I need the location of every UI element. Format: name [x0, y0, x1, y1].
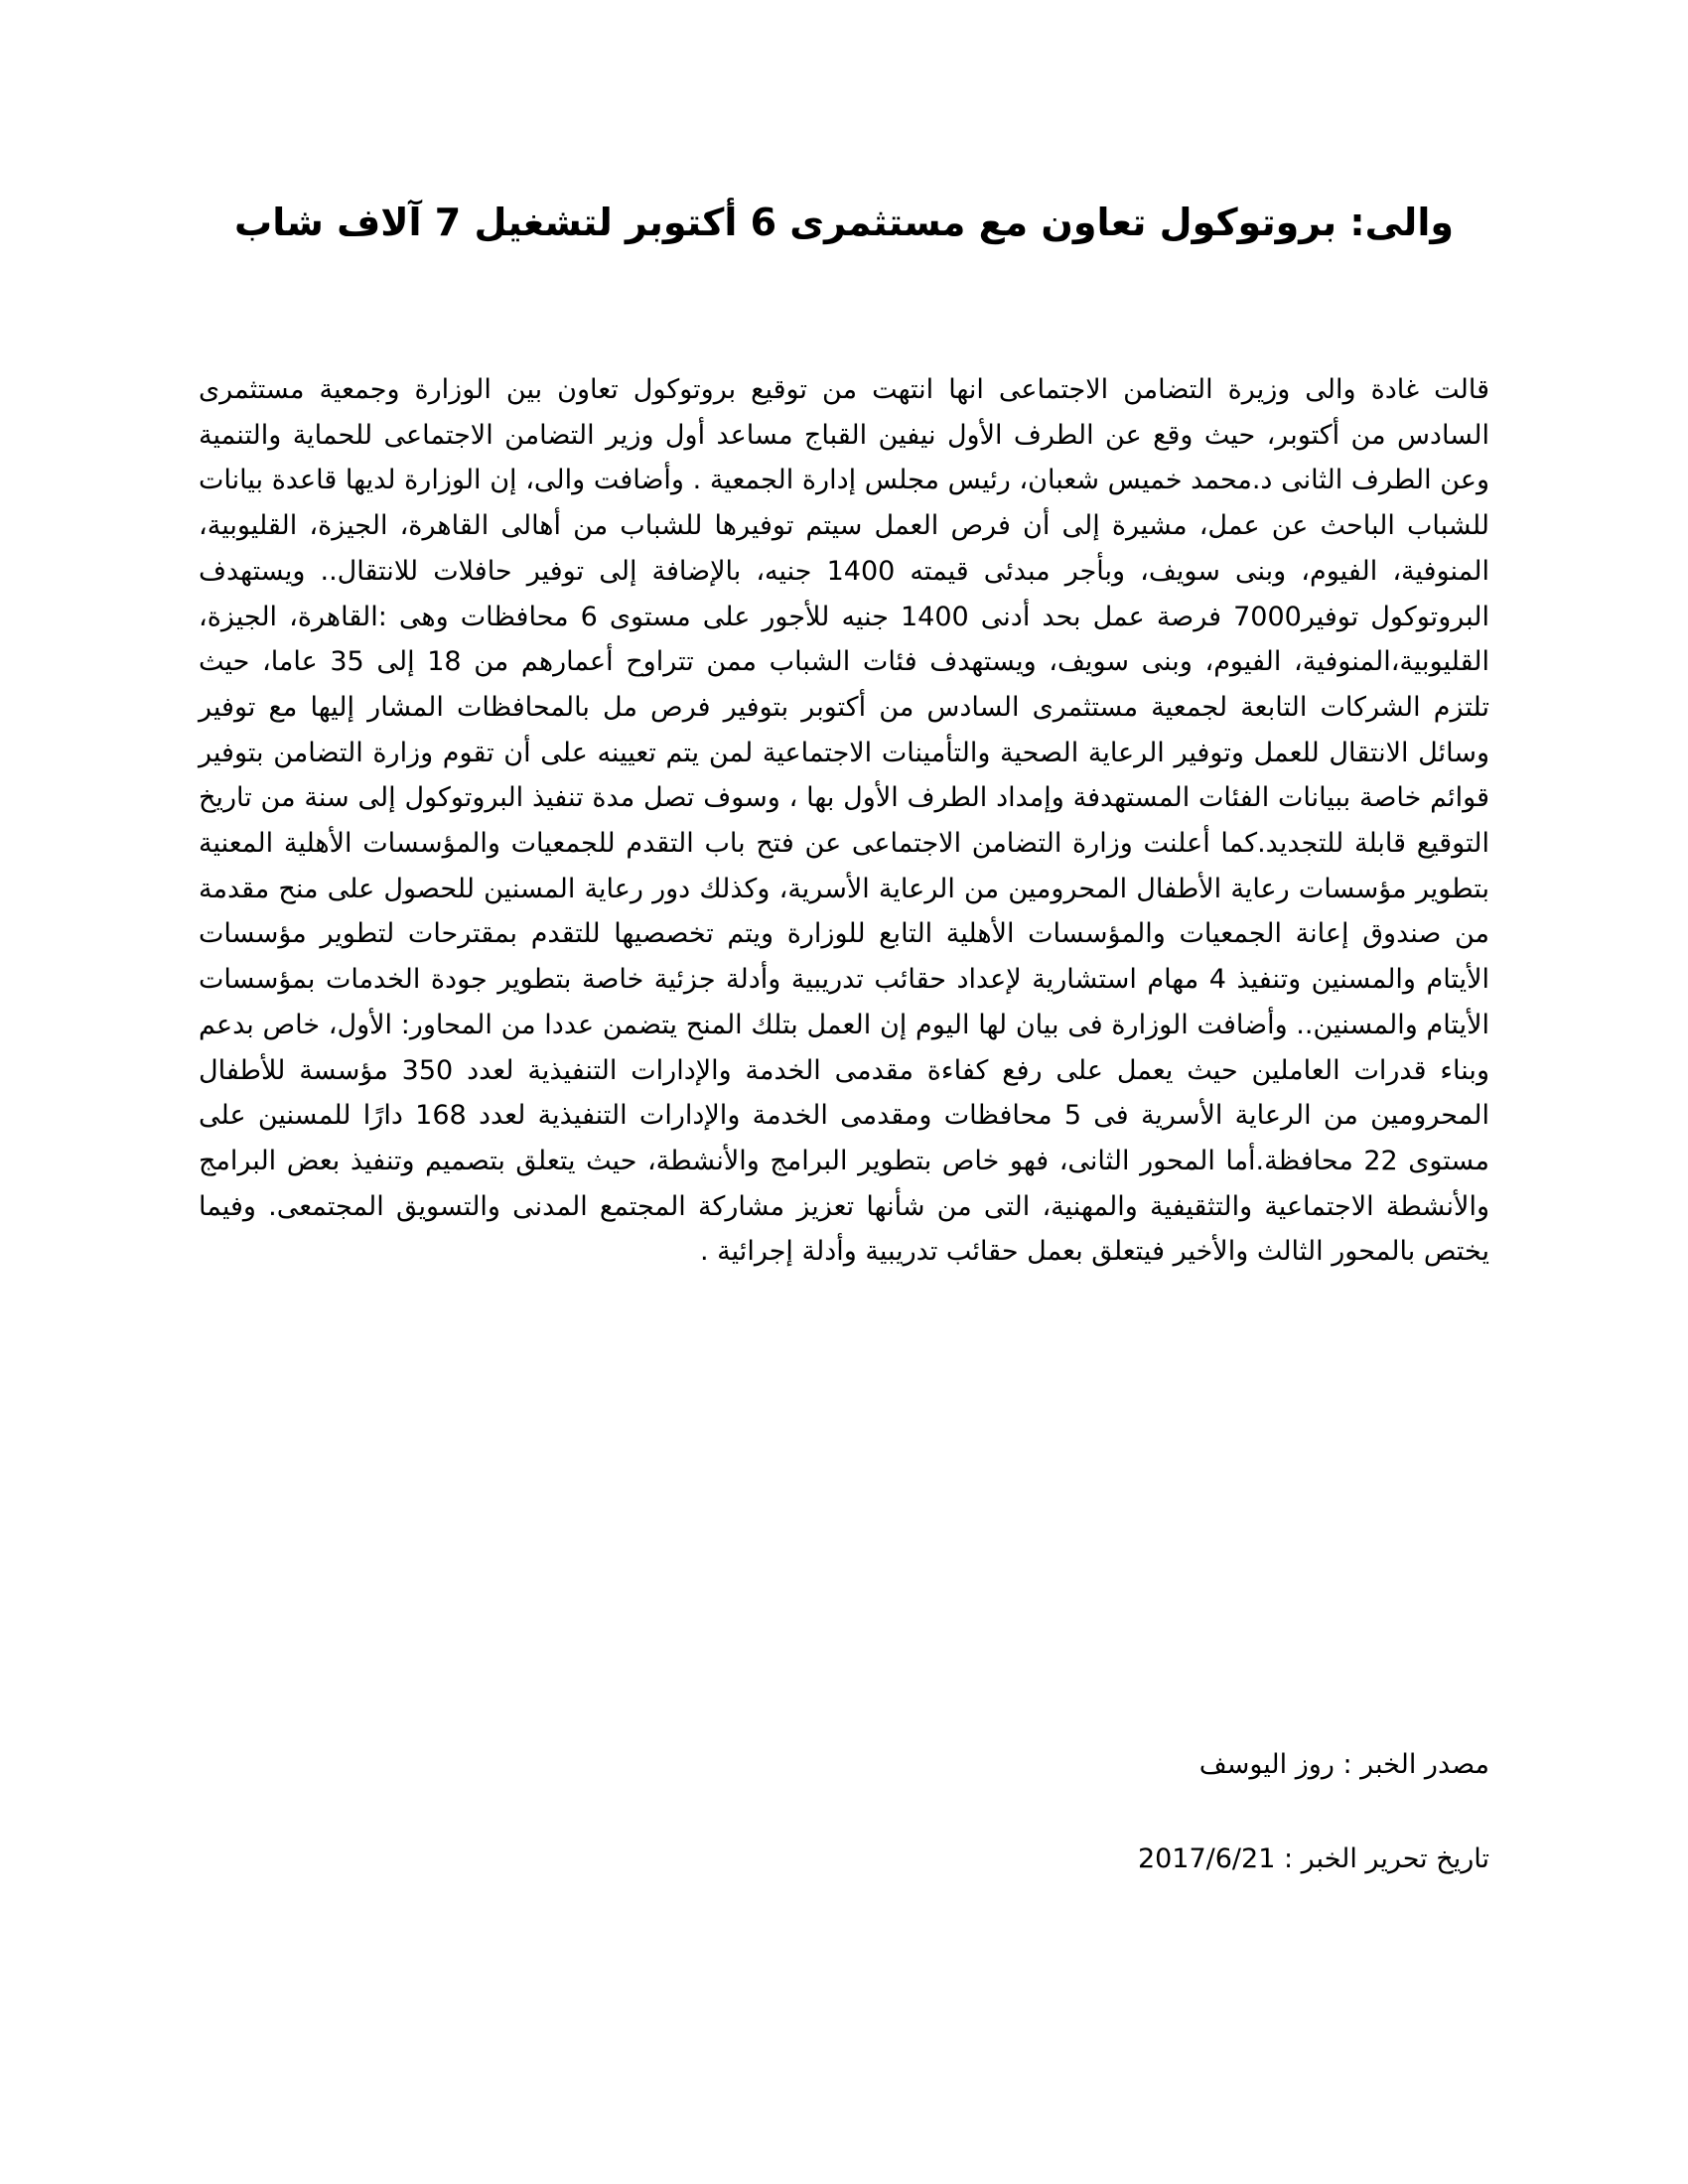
article-title: والى: بروتوكول تعاون مع مستثمرى 6 أكتوبر لتشغيل 7 آلاف شاب: [234, 201, 1454, 244]
edit-date: تاريخ تحرير الخبر : 2017/6/21: [1137, 1843, 1489, 1874]
news-source: مصدر الخبر : روز اليوسف: [1198, 1749, 1489, 1780]
article-body: قالت غادة والى وزيرة التضامن الاجتماعى انها انتهت من توقيع بروتوكول تعاون بين الوزارة وجمعية مستثمرى السادس من أكتوبر، حيث وقع عن الطرف الأول نيفين القباج مساعد أول وزير التضامن الاجتماعى للحماية والتنمية وعن الطرف الثانى د.محمد خميس شعبان، رئيس مجلس إدارة الجمعية . وأضافت والى، إن الوزارة لديها قاعدة بيانات للشباب الباحث عن عمل، مشيرة إلى أن فرص العمل سيتم توفيرها للشباب من أهالى القاهرة، الجيزة، القليوبية، المنوفية، الفيوم، وبنى سويف، وبأجر مبدئى قيمته 1400 جنيه، بالإضافة إلى توفير حافلات للانتقال.. ويستهدف البروتوكول توفير7000 فرصة عمل بحد أدنى 1400 جنيه للأجور على مستوى 6 محافظات وهى :القاهرة، الجيزة، القليوبية،المنوفية، الفيوم، وبنى سويف، ويستهدف فئات الشباب ممن تتراوح أعمارهم من 18 إلى 35 عاما، حيث تلتزم الشركات التابعة لجمعية مستثمرى السادس من أكتوبر بتوفير فرص مل بالمحافظات المشار إليها مع توفير وسائل الانتقال للعمل وتوفير الرعاية الصحية والتأمينات الاجتماعية لمن يتم تعيينه على أن تقوم وزارة التضامن بتوفير قوائم خاصة ببيانات الفئات المستهدفة وإمداد الطرف الأول بها ، وسوف تصل مدة تنفيذ البروتوكول إلى سنة من تاريخ التوقيع قابلة للتجديد.كما أعلنت وزارة التضامن الاجتماعى عن فتح باب التقدم للجمعيات والمؤسسات الأهلية المعنية بتطوير مؤسسات رعاية الأطفال المحرومين من الرعاية الأسرية، وكذلك دور رعاية المسنين للحصول على منح مقدمة من صندوق إعانة الجمعيات والمؤسسات الأهلية التابع للوزارة ويتم تخصصيها للتقدم بمقترحات لتطوير مؤسسات الأيتام والمسنين وتنفيذ 4 مهام استشارية لإعداد حقائب تدريبية وأدلة جزئية خاصة بتطوير جودة الخدمات بمؤسسات الأيتام والمسنين.. وأضافت الوزارة فى بيان لها اليوم إن العمل بتلك المنح يتضمن عددا من المحاور: الأول، خاص بدعم وبناء قدرات العاملين حيث يعمل على رفع كفاءة مقدمى الخدمة والإدارات التنفيذية لعدد 350 مؤسسة للأطفال المحرومين من الرعاية الأسرية فى 5 محافظات ومقدمى الخدمة والإدارات التنفيذية لعدد 168 دارًا للمسنين على مستوى 22 محافظة.أما المحور الثانى، فهو خاص بتطوير البرامج والأنشطة، حيث يتعلق بتصميم وتنفيذ بعض البرامج والأنشطة الاجتماعية والتثقيفية والمهنية، التى من شأنها تعزيز مشاركة المجتمع المدنى والتسويق المجتمعى. وفيما يختص بالمحور الثالث والأخير فيتعلق بعمل حقائب تدريبية وأدلة إجرائية .: [199, 374, 1490, 1268]
